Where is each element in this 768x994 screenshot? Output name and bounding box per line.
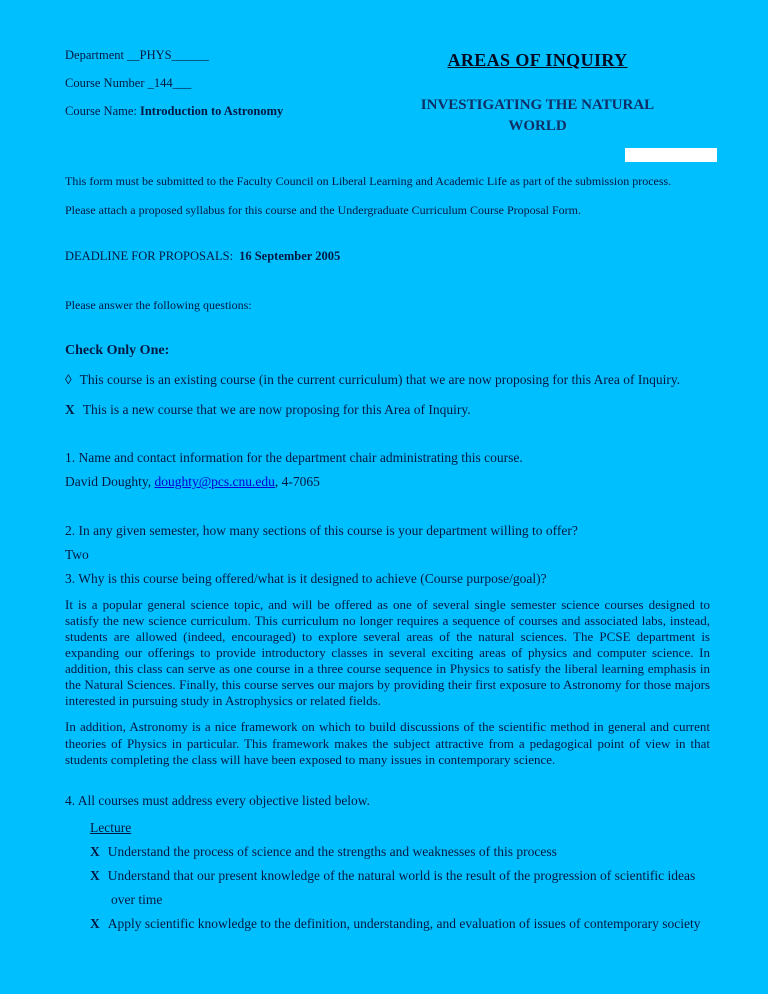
x-check-marker: X [90,868,100,883]
objective-text: Understand the process of science and the strengths and weaknesses of this process [107,844,557,859]
option-existing-course-label: This course is an existing course (in the current curriculum) that we are now proposing for this Area of Inquiry. [79,371,681,387]
course-name-line [65,104,365,119]
whiteout-box [625,148,717,162]
objective-item [90,864,710,912]
department-line: Department __PHYS______ [65,48,210,62]
chair-name: David Doughty, [65,474,155,490]
title-block [365,48,710,137]
option-new-course[interactable] [65,401,710,419]
question-1: 1. Name and contact information for the department chair administrating this course. [65,450,523,466]
course-name-value: Introduction to Astronomy [139,104,284,118]
objective-item [90,840,710,864]
page-title: AREAS OF INQUIRY [447,50,628,70]
question-2: 2. In any given semester, how many sections of this course is your department willing to offer? [65,523,578,539]
diamond-checkbox-marker[interactable]: ◊ [65,371,72,387]
email-link[interactable]: doughty@pcs.cnu.edu [154,474,275,490]
page-subtitle: INVESTIGATING THE NATURAL WORLD [420,97,655,134]
check-only-one-heading: Check Only One: [65,342,170,358]
x-checkbox-marker[interactable]: X [65,401,75,417]
answer-prompt: Please answer the following questions: [65,297,252,312]
objective-text: Apply scientific knowledge to the definition, understanding, and evaluation of issues of contemporary society [107,916,701,931]
answer-2: Two [65,547,89,563]
deadline-label: DEADLINE FOR PROPOSALS: [65,248,234,263]
option-existing-course[interactable] [65,371,710,389]
objective-item [90,912,710,936]
lecture-section-label: Lecture [90,820,132,835]
x-check-marker: X [90,844,100,859]
question-4: 4. All courses must address every objective listed below. [65,792,371,808]
chair-phone: , 4-7065 [274,474,320,490]
submission-instructions: This form must be submitted to the Faculty Council on Liberal Learning and Academic Life as part of the submission process. [65,174,672,188]
attachment-instructions: Please attach a proposed syllabus for this course and the Undergraduate Curriculum Course Proposal Form. [65,202,581,217]
answer-3-paragraph-1: It is a popular general science topic, and will be offered as one of several single semester science courses designed to satisfy the new science curriculum. This curriculum no longer requires a sequence of courses and associated labs, instead, students are allowed (indeed, encouraged) to explore several areas of the natural sciences. The PCSE department is expanding our offerings to provide introductory classes in several exciting areas of physics and computer science. In addition, this class can serve as one course in a three course sequence in Physics to satisfy the liberal learning emphasis in the Natural Sciences. Finally, this course serves our majors by providing their first exposure to Astronomy for those majors interested in pursuing study in Astrophysics or related fields. [65,596,710,709]
deadline-value: 16 September 2005 [239,248,341,263]
course-number-line: Course Number _144___ [65,76,192,90]
option-new-course-label: This is a new course that we are now proposing for this Area of Inquiry. [82,401,471,417]
objective-text: Understand that our present knowledge of the natural world is the result of the progression of scientific ideas over time [107,868,696,907]
x-check-marker: X [90,916,100,931]
course-info-block [65,48,365,137]
objectives-list [90,840,710,936]
answer-1 [65,474,710,490]
answer-3-paragraph-2: In addition, Astronomy is a nice framework on which to build discussions of the scientific method in general and current theories of Physics in particular. This framework makes the subject attractive from a pedagogical point of view in that students completing the class will have been exposed to many issues in contemporary science. [65,719,710,767]
document-header [65,48,710,137]
question-3: 3. Why is this course being offered/what is it designed to achieve (Course purpose/goal)? [65,571,547,587]
course-name-label: Course Name: [65,104,140,118]
deadline-line [65,249,710,264]
